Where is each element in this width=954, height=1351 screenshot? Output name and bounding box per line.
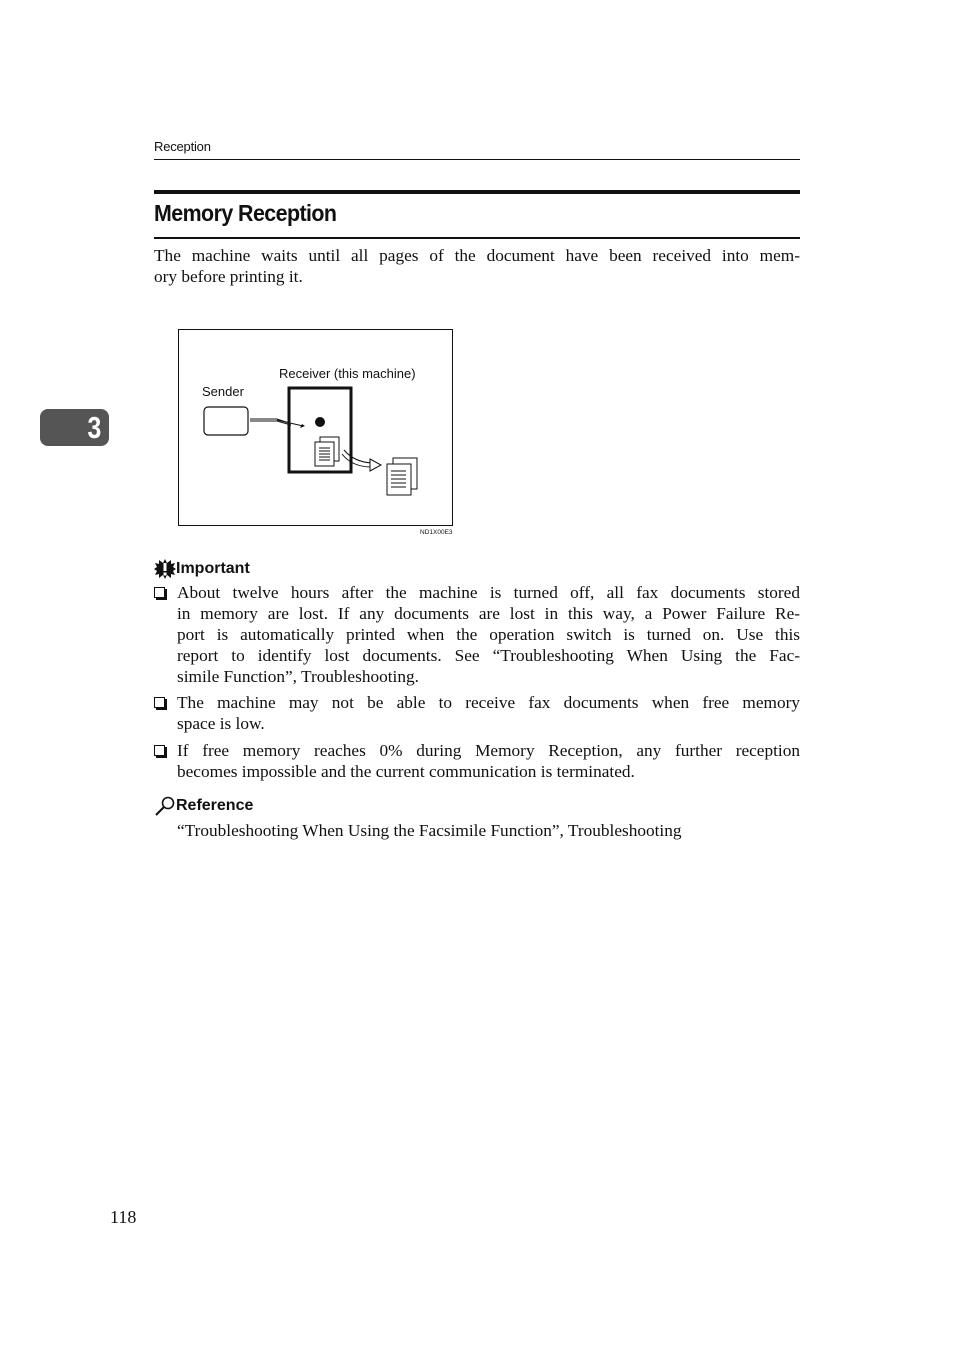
checkbox-bullet-icon	[154, 697, 165, 708]
reference-text: “Troubleshooting When Using the Facsimile Function”, Troubleshooting	[177, 821, 682, 840]
running-head: Reception	[154, 139, 211, 154]
important-heading	[154, 559, 250, 579]
chapter-number: 3	[87, 410, 101, 445]
magnifier-icon	[154, 796, 176, 816]
list-item-text	[177, 582, 800, 687]
list-line: The machine may not be able to receive fax documents when free memory	[177, 693, 800, 712]
important-icon	[154, 559, 176, 579]
sender-label: Sender	[202, 384, 244, 399]
list-item-text	[177, 740, 800, 782]
section-title: Memory Reception	[154, 200, 337, 226]
list-line: port is automatically printed when the operation switch is turned on. Use this	[177, 625, 800, 644]
section-bottom-rule	[154, 237, 800, 239]
figure-illustration	[179, 330, 452, 525]
list-line: space is low.	[177, 714, 265, 733]
receiver-label: Receiver (this machine)	[279, 366, 416, 381]
reference-heading-label: Reference	[176, 797, 254, 814]
checkbox-bullet-icon	[154, 587, 165, 598]
list-line: If free memory reaches 0% during Memory Reception, any further reception	[177, 741, 800, 760]
list-line: report to identify lost documents. See “Troubleshooting When Using the Fac-	[177, 646, 800, 665]
sender-device	[204, 407, 248, 435]
printed-pages-icon	[387, 458, 417, 495]
intro-paragraph	[154, 245, 800, 287]
list-item-text	[177, 692, 800, 734]
header-rule	[154, 159, 800, 160]
intro-line: ory before printing it.	[154, 267, 303, 286]
memory-reception-figure	[178, 329, 453, 526]
intro-line: The machine waits until all pages of the document have been received into mem-	[154, 246, 800, 265]
figure-code: ND1X00E3	[420, 529, 453, 536]
reference-heading	[154, 796, 253, 816]
memory-indicator-dot	[315, 417, 325, 427]
list-line: becomes impossible and the current communication is terminated.	[177, 762, 635, 781]
page-number: 118	[110, 1207, 137, 1227]
list-line: About twelve hours after the machine is turned off, all fax documents stored	[177, 583, 800, 602]
important-heading-label: Important	[176, 560, 250, 577]
chapter-tab	[40, 409, 109, 446]
list-line: simile Function”, Troubleshooting.	[177, 667, 419, 686]
checkbox-bullet-icon	[154, 745, 165, 756]
list-line: in memory are lost. If any documents are lost in this way, a Power Failure Re-	[177, 604, 800, 623]
section-top-rule	[154, 190, 800, 194]
